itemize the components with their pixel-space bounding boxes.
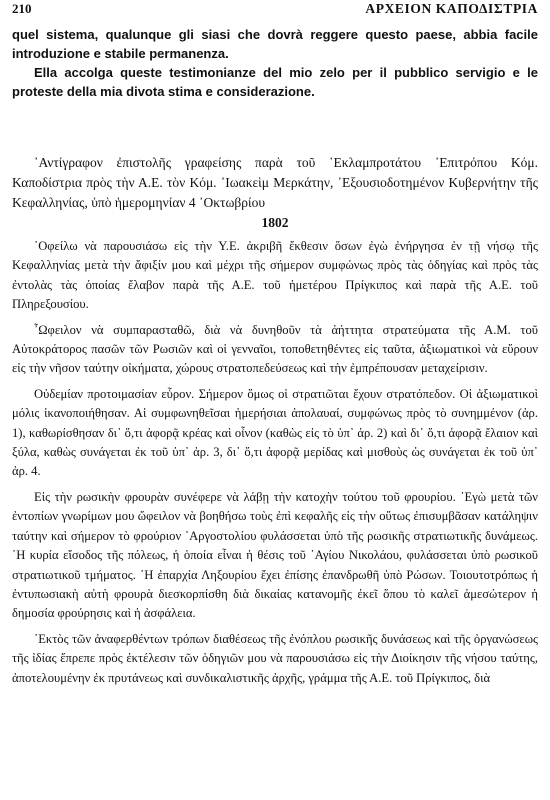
page-header — [12, 0, 538, 25]
body-paragraph: ῏Ωφειλον νὰ συμπαρασταθῶ, διὰ νὰ δυνηθοῦν τὰ ἀήττητα στρατεύματα τῆς Α.Μ. τοῦ Αὐτοκράτορος πασῶν τῶν Ρωσιῶν καὶ οἱ γενναῖοι, τοποθετηθέντες εἰς ταῦτα, ἀξιωματικοὶ νὰ εὕρουν εἰς τὴν νῆσον ταύτην οἰκήματα, χώρους στρατοπεδεύσεως καὶ τὴν ἐμπρέπουσαν μεταχείρισιν. — [12, 322, 538, 376]
document-heading — [12, 153, 538, 233]
letter-body — [12, 237, 538, 688]
body-paragraph: ᾿Οφείλω νὰ παρουσιάσω εἰς τὴν Υ.Ε. ἀκριβῆ ἔκθεσιν ὅσων ἐγὼ ἐνήργησα ἐν τῇ νήσῳ τῆς Κεφαλληνίας μετὰ τὴν ἄφιξίν μου καὶ μέχρι τῆς σήμερον συμφώνως πρὸς τὰς ὁδηγίας καὶ πρὸς τὰς ἐντολὰς τὰς ὁποίας ἔλαβον παρὰ τῆς Α.Ε. τοῦ ἡμετέρου Πρίγκιπος καὶ παρὰ τῆς Α.Ε. τοῦ Πληρεξουσίου. — [12, 239, 538, 312]
document-heading-text: ᾿Αντίγραφον ἐπιστολῆς γραφείσης παρὰ τοῦ ᾿Εκλαμπροτάτου ᾿Επιτρόπου Κόμ. Καποδίστρια πρὸς τὴν Α.Ε. τὸν Κόμ. ᾿Ιωακεὶμ Μερκάτην, ᾿Εξουσιοδοτημένον Κυβερνήτην τῆς Κεφαλληνίας, ὑπὸ ἡμερομηνίαν 4 ᾿Οκτωβρίου — [12, 155, 538, 210]
running-title: ΑΡΧΕΙΟΝ ΚΑΠΟΔΙΣΤΡΙΑ — [365, 1, 538, 16]
body-paragraph: Εἰς τὴν ρωσικὴν φρουρὰν συνέφερε νὰ λάβῃ τὴν κατοχὴν τούτου τοῦ φρουρίου. ᾿Εγὼ μετὰ τῶν ἐντοπίων γνωρίμων μου ὤφειλον νὰ βοηθήσω τοὺς ἐπὶ κεφαλῆς εἰς τὴν οὕτως ἐπισυμβᾶσαν κατάληψιν ταύτην καὶ σήμερον τὸ φρούριον ᾿Αργοστολίου φυλάσσεται ὑπὸ τῆς ρωσικῆς στρατιωτικῆς δυνάμεως. ῾Η κυρία εἴσοδος τῆς πόλεως, ἡ ὁποία εἶναι ἡ θέσις τοῦ ῾Αγίου Νικολάου, φυλάσσεται ὑπὸ ρωσικοῦ στρατιωτικοῦ τμήματος. ῾Η ἐπαρχία Ληξουρίου ἔχει ἐπίσης ἐπανδρωθῆ ὑπὸ Ρώσων. Τοιουτοτρόπως ἡ ἐντυπωσιακὴ αὐτὴ φρουρὰ διεσκορπίσθη διὰ δικαίας κατανομῆς ἐκεῖ ὅπου τὸ καλεῖ ἀμεσώτερον ἡ δημοσία φρούρησις καὶ ἡ ἀσφάλεια. — [12, 489, 538, 621]
italian-closing-text — [12, 25, 538, 101]
italian-paragraph: Ella accolga queste testimonianze del mio zelo per il pubblico servigio e le proteste della mia divota stima e considerazione. — [12, 65, 538, 99]
italian-paragraph: quel sistema, qualunque gli siasi che dovrà reggere questo paese, abbia facile introduzione e stabile permanenza. — [12, 27, 538, 61]
body-paragraph: ᾿Εκτὸς τῶν ἀναφερθέντων τρόπων διαθέσεως τῆς ἐνόπλου ρωσικῆς δυνάσεως καὶ τῆς ὀργανώσεως τῆς ἰδίας ἔπρεπε πρὸς ἐκτέλεσιν τῶν ὁδηγιῶν μου νὰ παρουσιάσω εἰς τὴν Διοίκησιν τῆς νήσου ταύτης, ἀποτελουμένην ἐκ πρυτάνεως καὶ συνδικαλιστικῆς ἀρχῆς, γράμμα τῆς Α.Ε. τοῦ Πρίγκιπος, διὰ — [12, 631, 538, 685]
page-number: 210 — [12, 1, 32, 16]
body-paragraph: Οὐδεμίαν προτοιμασίαν εὗρον. Σήμερον ὅμως οἱ στρατιῶται ἔχουν στρατόπεδον. Οἱ ἀξιωματικοὶ μόλις ἱκανοποιήθησαν. Αἱ συμφωνηθεῖσαι ἡμερήσιαι ἀπολαυαί, συμφώνως πρὸς τὸ συνημμένον (ἀρ. 1), καθωρίσθησαν δι᾿ ὅ,τι ἀφορᾷ κρέας καὶ οἶνον (καθὼς εἰς τὸ ὑπ᾿ ἀρ. 2) καὶ δι᾿ ὅ,τι ἀφορᾷ ἔλαιον καὶ ξύλα, καθὼς συνάγεται ἐκ τοῦ ὑπ᾿ ἀρ. 3, δι᾿ ὅ,τι ἀφορᾷ μερίδας καὶ μισθοὺς ὡς συνάγεται ἐκ τοῦ ὑπ᾿ ἀρ. 4. — [12, 386, 538, 479]
document-year: 1802 — [261, 215, 289, 230]
